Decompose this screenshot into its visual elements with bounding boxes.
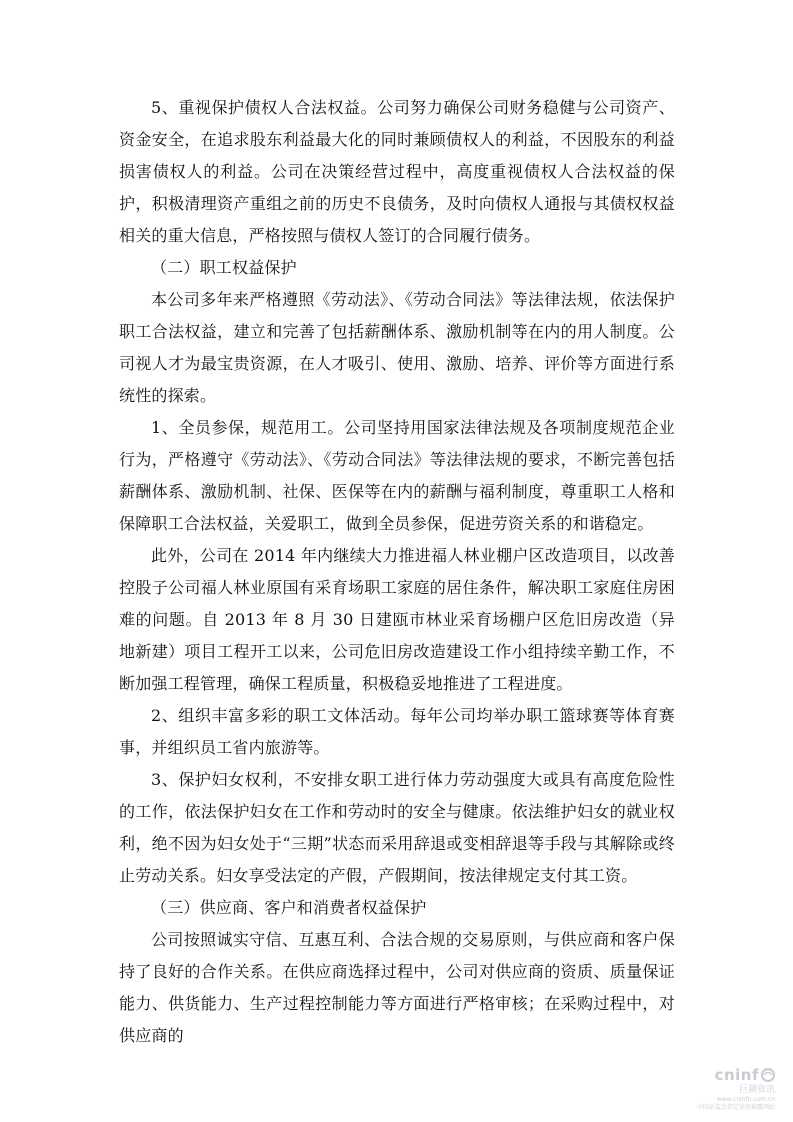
cninfo-chinese-name: 巨潮资讯 <box>738 1085 775 1095</box>
paragraph-activities: 2、组织丰富多彩的职工文体活动。每年公司均举办职工篮球赛等体育赛事，并组织员工省内旅游等。 <box>119 706 675 757</box>
cninfo-swirl-icon <box>761 1068 775 1082</box>
cninfo-url: www.cninfo.com.cn <box>716 1096 775 1103</box>
paragraph-housing-project: 此外，公司在 2014 年内继续大力推进福人林业棚户区改造项目，以改善控股子公司福人林业原国有采育场职工家庭的居住条件，解决职工家庭住房困难的问题。自 2013 年 8 月 30 日建瓯市林业采育场棚户区危旧房改造（异地新建）项目工程开工以来，公司危旧房改造建设工作小组持续辛勤工作，不断加强工程管理，确保工程质量，积极稳妥地推进了工程进度。 <box>119 546 675 693</box>
cninfo-footer: 中国证监会指定信息披露网站 <box>696 1104 775 1111</box>
paragraph-creditor-rights: 5、重视保护债权人合法权益。公司努力确保公司财务稳健与公司资产、资金安全，在追求股东利益最大化的同时兼顾债权人的利益，不因股东的利益损害债权人的利益。公司在决策经营过程中，高度重视债权人合法权益的保护，积极清理资产重组之前的历史不良债务，及时向债权人通报与其债权权益相关的重大信息，严格按照与债权人签订的合同履行债务。 <box>119 98 675 245</box>
cninfo-logo <box>715 1066 775 1084</box>
paragraph-supplier: 公司按照诚实守信、互惠互利、合法合规的交易原则，与供应商和客户保持了良好的合作关系。在供应商选择过程中，公司对供应商的资质、质量保证能力、供货能力、生产过程控制能力等方面进行严格审核；在采购过程中，对供应商的 <box>119 930 675 1045</box>
paragraph-employee-intro: 本公司多年来严格遵照《劳动法》、《劳动合同法》等法律法规，依法保护职工合法权益，建立和完善了包括薪酬体系、激励机制等在内的用人制度。公司视人才为最宝贵资源，在人才吸引、使用、激励、培养、评价等方面进行系统性的探索。 <box>119 290 675 405</box>
section-heading-employee-rights: （二）职工权益保护 <box>151 258 297 277</box>
cninfo-logo-text: cninf <box>714 1066 759 1084</box>
paragraph-women-rights: 3、保护妇女权利，不安排女职工进行体力劳动强度大或具有高度危险性的工作，依法保护妇女在工作和劳动时的安全与健康。依法维护妇女的就业权利，绝不因为妇女处于“三期”状态而采用辞退或变相辞退等手段与其解除或终止劳动关系。妇女享受法定的产假，产假期间，按法律规定支付其工资。 <box>119 770 675 885</box>
document-body <box>119 92 675 1052</box>
section-heading-supplier-rights: （三）供应商、客户和消费者权益保护 <box>151 898 427 917</box>
cninfo-watermark <box>675 1065 775 1112</box>
paragraph-social-insurance: 1、全员参保，规范用工。公司坚持用国家法律法规及各项制度规范企业行为，严格遵守《劳动法》、《劳动合同法》等法律法规的要求，不断完善包括薪酬体系、激励机制、社保、医保等在内的薪酬与福利制度，尊重职工人格和保障职工合法权益，关爱职工，做到全员参保，促进劳资关系的和谐稳定。 <box>119 418 675 533</box>
